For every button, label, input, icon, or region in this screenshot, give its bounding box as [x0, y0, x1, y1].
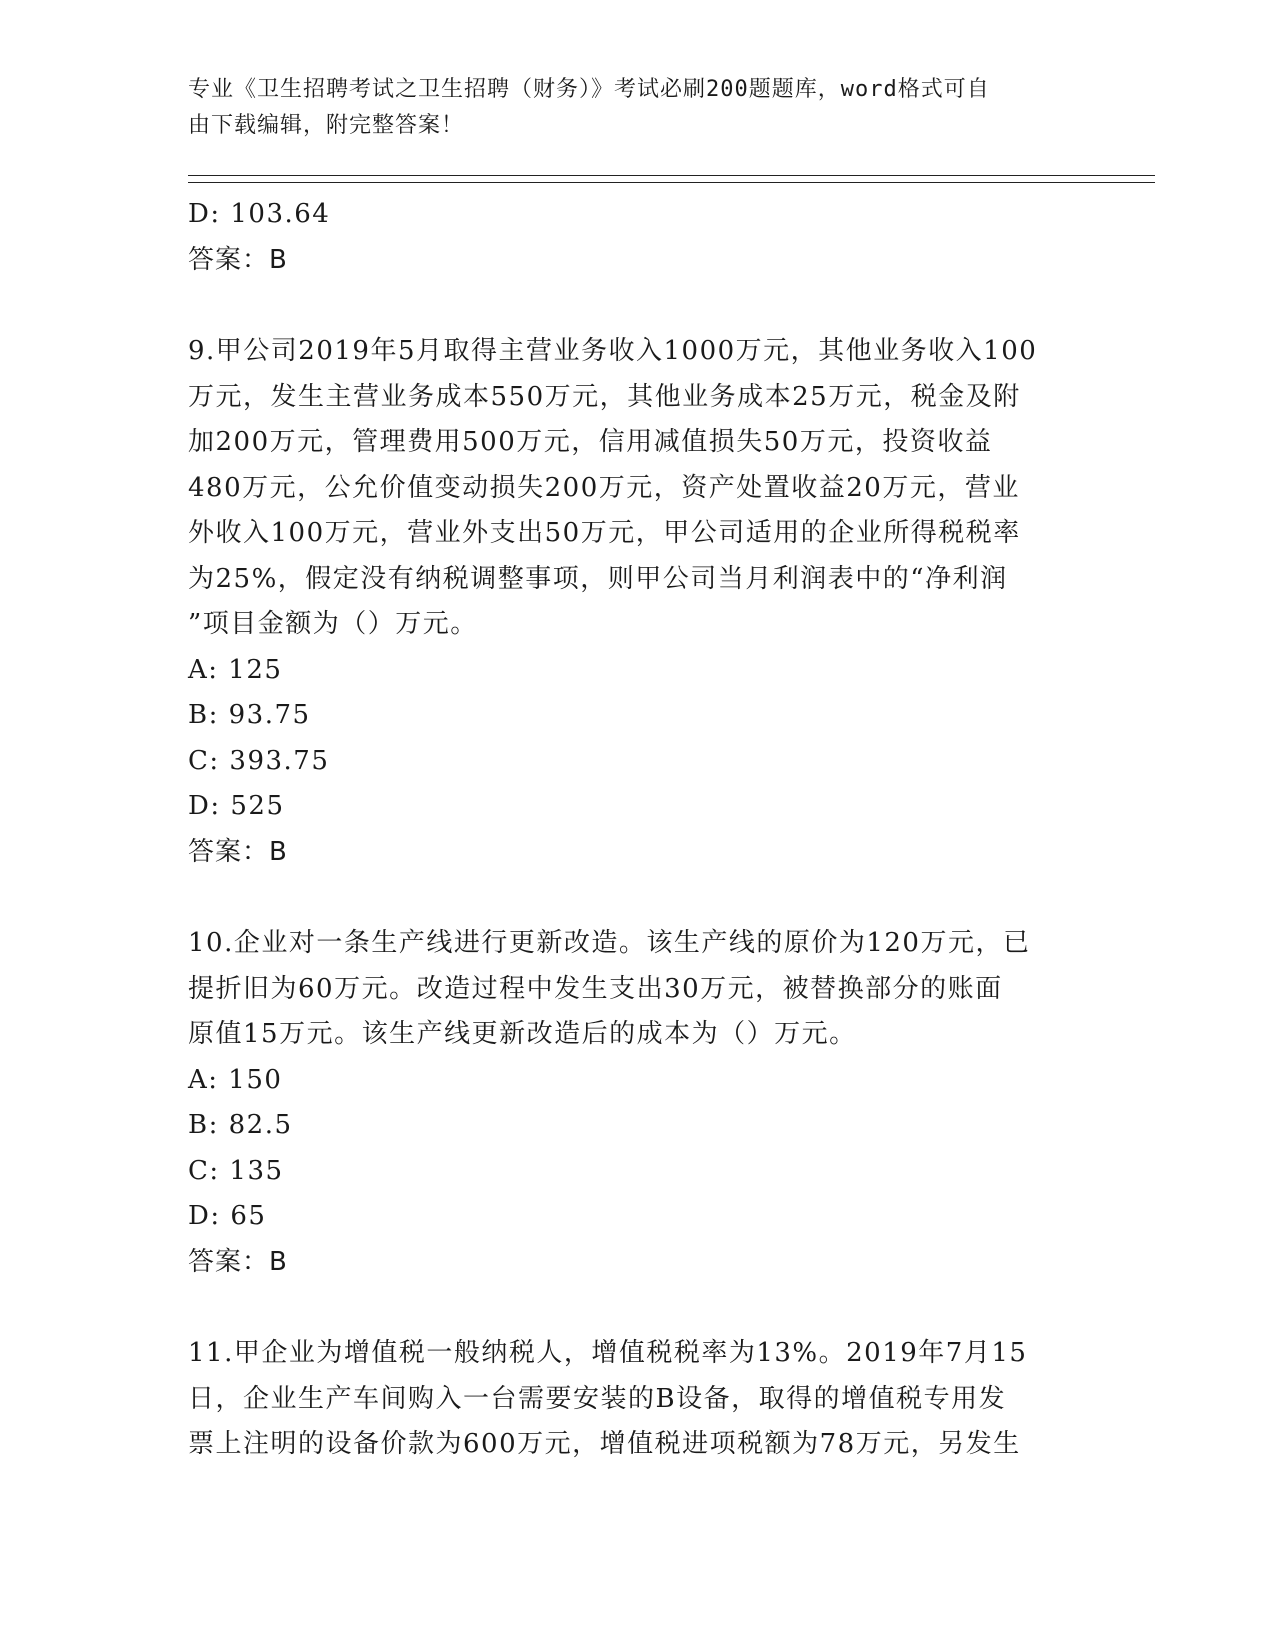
option-c: C: 393.75 [188, 745, 330, 776]
question-text-line: 11.甲企业为增值税一般纳税人，增值税税率为13%。2019年7月15 [188, 1338, 1028, 1368]
option-b: B: 82.5 [188, 1110, 293, 1140]
option-b: B: 93.75 [188, 700, 311, 730]
spacer [188, 875, 1088, 921]
option-a: A: 125 [188, 654, 283, 685]
question-text-line: 提折旧为60万元。改造过程中发生支出30万元，被替换部分的账面 [188, 973, 1003, 1004]
question-10 [188, 921, 1088, 1285]
previous-question-tail [188, 192, 1088, 283]
spacer [188, 1285, 1088, 1331]
option-d: D: 525 [188, 791, 285, 821]
option-d: D: 103.64 [188, 199, 331, 229]
option-d: D: 65 [188, 1201, 267, 1231]
answer-line: 答案：B [188, 244, 288, 275]
header-divider-top [188, 175, 1155, 176]
header-line-1: 专业《卫生招聘考试之卫生招聘（财务）》考试必刷200题题库，word格式可自 [188, 77, 990, 102]
answer-line: 答案：B [188, 836, 288, 867]
document-body [188, 192, 1088, 1468]
question-9 [188, 329, 1088, 875]
option-c: C: 135 [188, 1155, 284, 1186]
question-text-line: 9.甲公司2019年5月取得主营业务收入1000万元，其他业务收入100 [188, 336, 1038, 366]
page-header [188, 72, 1068, 144]
answer-line: 答案：B [188, 1246, 288, 1277]
question-text-line: 480万元，公允价值变动损失200万元，资产处置收益20万元，营业 [188, 472, 1020, 503]
question-text-line: 10.企业对一条生产线进行更新改造。该生产线的原价为120万元，已 [188, 928, 1031, 958]
header-divider-bottom [188, 182, 1155, 183]
question-11 [188, 1331, 1088, 1468]
question-text-line: 票上注明的设备价款为600万元，增值税进项税额为78万元，另发生 [188, 1429, 1021, 1459]
question-text-line: 万元，发生主营业务成本550万元，其他业务成本25万元，税金及附 [188, 381, 1021, 412]
question-text-line: 为25%，假定没有纳税调整事项，则甲公司当月利润表中的“净利润 [188, 563, 1008, 594]
question-text-line: 外收入100万元，营业外支出50万元，甲公司适用的企业所得税税率 [188, 518, 1021, 548]
question-text-line: 加200万元，管理费用500万元，信用减值损失50万元，投资收益 [188, 427, 993, 457]
question-text-line: 原值15万元。该生产线更新改造后的成本为（）万元。 [188, 1019, 857, 1049]
header-line-2: 由下载编辑，附完整答案！ [188, 113, 465, 138]
question-text-line: ”项目金额为（）万元。 [188, 609, 478, 639]
option-a: A: 150 [188, 1064, 283, 1095]
question-text-line: 日，企业生产车间购入一台需要安装的B设备，取得的增值税专用发 [188, 1383, 1007, 1414]
spacer [188, 283, 1088, 329]
